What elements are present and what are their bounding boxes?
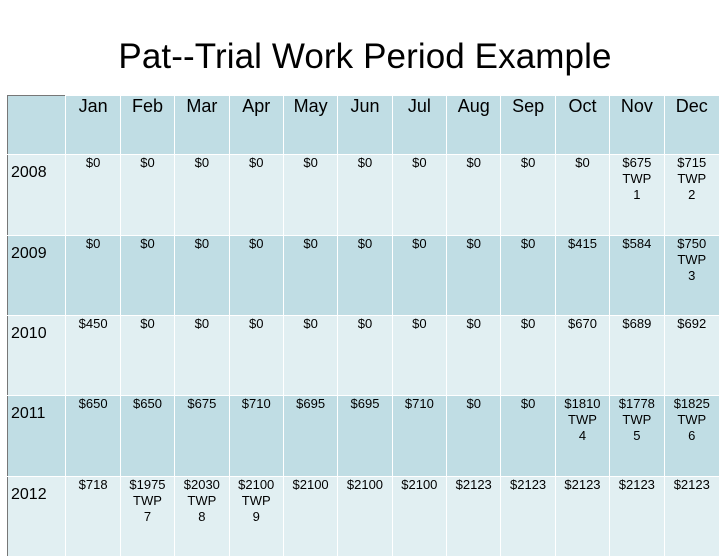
month-header-feb: Feb bbox=[120, 96, 174, 155]
month-header-dec: Dec bbox=[664, 96, 719, 155]
earnings-cell: $0 bbox=[501, 236, 555, 316]
earnings-cell: $670 bbox=[555, 316, 609, 396]
earnings-cell: $0 bbox=[447, 236, 501, 316]
earnings-cell: $2123 bbox=[610, 477, 664, 557]
earnings-cell: $675 bbox=[175, 396, 229, 477]
earnings-cell: $0 bbox=[120, 155, 174, 236]
earnings-cell: $692 bbox=[664, 316, 719, 396]
earnings-cell: $0 bbox=[338, 236, 392, 316]
earnings-cell: $0 bbox=[447, 155, 501, 236]
header-row bbox=[8, 96, 720, 155]
earnings-cell: $0 bbox=[501, 155, 555, 236]
earnings-cell: $2100 TWP 9 bbox=[229, 477, 283, 557]
earnings-cell: $0 bbox=[501, 316, 555, 396]
month-header-oct: Oct bbox=[555, 96, 609, 155]
year-label: 2009 bbox=[8, 236, 66, 316]
earnings-cell: $0 bbox=[229, 155, 283, 236]
earnings-cell: $0 bbox=[555, 155, 609, 236]
earnings-cell: $0 bbox=[392, 316, 446, 396]
table-row bbox=[8, 155, 720, 236]
month-header-aug: Aug bbox=[447, 96, 501, 155]
corner-cell bbox=[8, 96, 66, 155]
earnings-cell: $0 bbox=[175, 155, 229, 236]
earnings-cell: $710 bbox=[229, 396, 283, 477]
earnings-cell: $0 bbox=[338, 155, 392, 236]
earnings-cell: $1825 TWP 6 bbox=[664, 396, 719, 477]
earnings-cell: $715 TWP 2 bbox=[664, 155, 719, 236]
earnings-cell: $415 bbox=[555, 236, 609, 316]
earnings-cell: $710 bbox=[392, 396, 446, 477]
earnings-cell: $2123 bbox=[555, 477, 609, 557]
table-row bbox=[8, 236, 720, 316]
earnings-cell: $0 bbox=[283, 316, 337, 396]
earnings-cell: $2100 bbox=[392, 477, 446, 557]
earnings-cell: $0 bbox=[338, 316, 392, 396]
earnings-cell: $2030 TWP 8 bbox=[175, 477, 229, 557]
earnings-cell: $675 TWP 1 bbox=[610, 155, 664, 236]
twp-table bbox=[7, 95, 720, 557]
earnings-cell: $695 bbox=[338, 396, 392, 477]
earnings-cell: $750 TWP 3 bbox=[664, 236, 719, 316]
month-header-apr: Apr bbox=[229, 96, 283, 155]
earnings-cell: $1975 TWP 7 bbox=[120, 477, 174, 557]
earnings-cell: $0 bbox=[392, 155, 446, 236]
year-label: 2010 bbox=[8, 316, 66, 396]
earnings-cell: $0 bbox=[120, 316, 174, 396]
earnings-cell: $689 bbox=[610, 316, 664, 396]
earnings-cell: $650 bbox=[66, 396, 120, 477]
earnings-cell: $0 bbox=[175, 236, 229, 316]
table-row bbox=[8, 477, 720, 557]
earnings-cell: $0 bbox=[447, 396, 501, 477]
earnings-cell: $2123 bbox=[501, 477, 555, 557]
earnings-cell: $584 bbox=[610, 236, 664, 316]
month-header-jul: Jul bbox=[392, 96, 446, 155]
earnings-cell: $0 bbox=[283, 155, 337, 236]
year-label: 2008 bbox=[8, 155, 66, 236]
earnings-cell: $718 bbox=[66, 477, 120, 557]
earnings-cell: $0 bbox=[66, 236, 120, 316]
earnings-cell: $0 bbox=[283, 236, 337, 316]
earnings-cell: $0 bbox=[120, 236, 174, 316]
earnings-cell: $650 bbox=[120, 396, 174, 477]
month-header-may: May bbox=[283, 96, 337, 155]
table-row bbox=[8, 396, 720, 477]
month-header-mar: Mar bbox=[175, 96, 229, 155]
earnings-cell: $0 bbox=[66, 155, 120, 236]
month-header-sep: Sep bbox=[501, 96, 555, 155]
earnings-cell: $2123 bbox=[447, 477, 501, 557]
earnings-cell: $695 bbox=[283, 396, 337, 477]
earnings-cell: $0 bbox=[392, 236, 446, 316]
earnings-cell: $2100 bbox=[283, 477, 337, 557]
earnings-cell: $2123 bbox=[664, 477, 719, 557]
page-title: Pat--Trial Work Period Example bbox=[118, 37, 612, 76]
earnings-cell: $0 bbox=[175, 316, 229, 396]
earnings-cell: $1778 TWP 5 bbox=[610, 396, 664, 477]
month-header-nov: Nov bbox=[610, 96, 664, 155]
earnings-cell: $0 bbox=[229, 236, 283, 316]
earnings-cell: $1810 TWP 4 bbox=[555, 396, 609, 477]
year-label: 2012 bbox=[8, 477, 66, 557]
month-header-jan: Jan bbox=[66, 96, 120, 155]
earnings-cell: $0 bbox=[501, 396, 555, 477]
month-header-jun: Jun bbox=[338, 96, 392, 155]
earnings-cell: $0 bbox=[447, 316, 501, 396]
earnings-cell: $450 bbox=[66, 316, 120, 396]
year-label: 2011 bbox=[8, 396, 66, 477]
table-row bbox=[8, 316, 720, 396]
earnings-cell: $2100 bbox=[338, 477, 392, 557]
earnings-cell: $0 bbox=[229, 316, 283, 396]
